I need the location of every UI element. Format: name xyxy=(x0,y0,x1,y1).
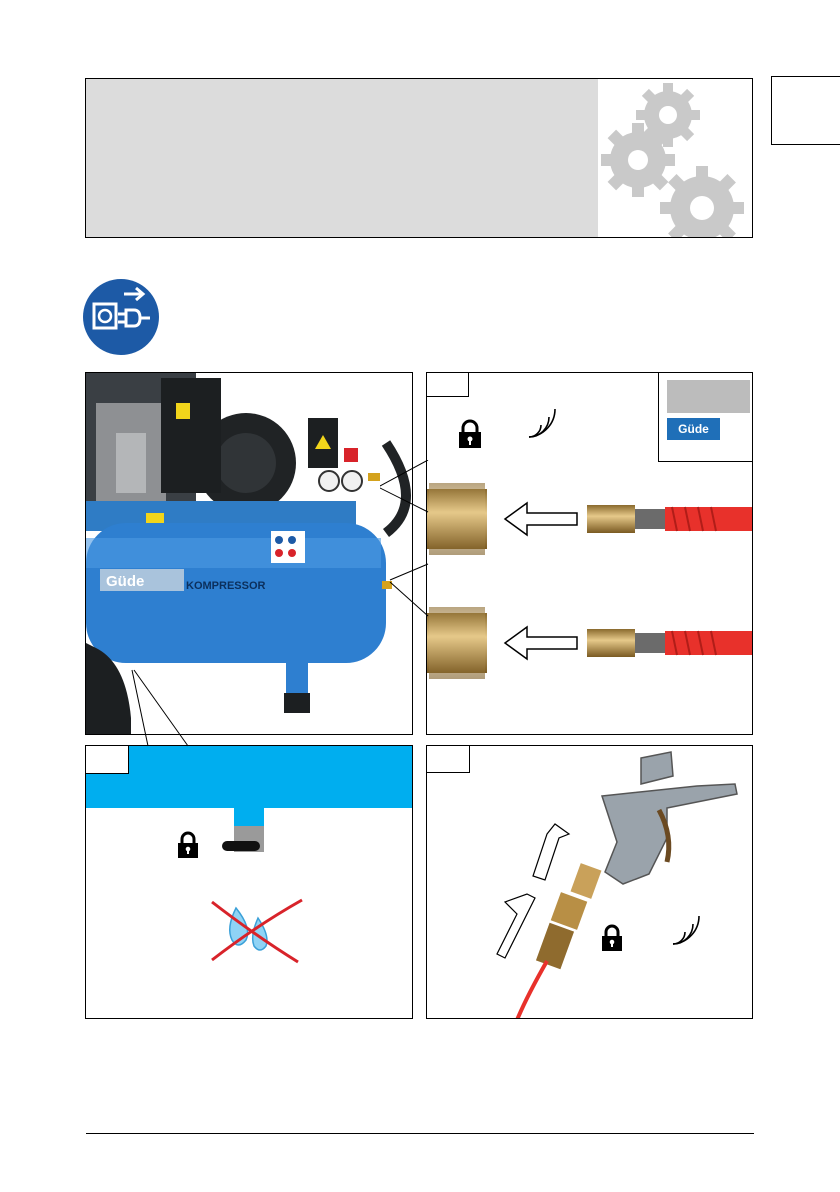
drain-valve-lever xyxy=(222,841,260,851)
footer-rule xyxy=(86,1133,754,1134)
coupling-illustration xyxy=(427,483,753,733)
lock-icon xyxy=(176,831,200,859)
brand-grey-bar xyxy=(667,380,750,413)
step-number-tab xyxy=(426,372,469,397)
click-sound-icon xyxy=(527,407,557,441)
lock-icon xyxy=(602,926,622,951)
no-water-icon xyxy=(206,896,306,966)
callout-lines xyxy=(380,460,430,620)
gears-icon xyxy=(600,80,752,237)
tank-bottom-band xyxy=(86,746,413,808)
product-label: KOMPRESSOR xyxy=(186,580,266,592)
brand-box xyxy=(658,372,753,462)
blow-gun-panel xyxy=(426,745,753,1019)
header-title-area xyxy=(86,79,598,237)
unplug-before-work-icon xyxy=(82,278,160,356)
drain-valve-panel xyxy=(85,745,413,1019)
detail-leader-lines xyxy=(120,660,200,750)
blow-gun-illustration xyxy=(427,746,753,1019)
brand-logo: Güde xyxy=(106,573,145,590)
brand-logo-small: Güde xyxy=(667,418,720,440)
quick-coupling-panel xyxy=(426,372,753,735)
click-sound-icon xyxy=(673,916,699,944)
lock-icon xyxy=(457,419,483,449)
language-tab xyxy=(771,76,840,145)
